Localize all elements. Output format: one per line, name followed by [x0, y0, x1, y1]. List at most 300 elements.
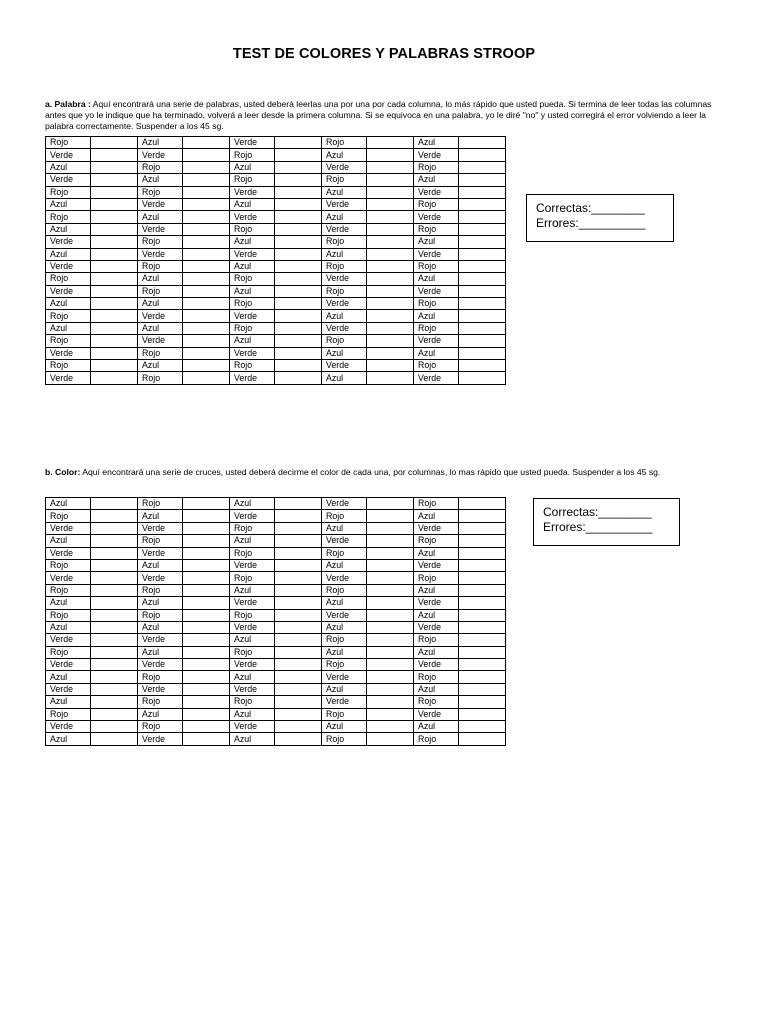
answer-cell[interactable]	[183, 372, 230, 384]
answer-cell[interactable]	[275, 646, 322, 658]
answer-cell[interactable]	[275, 721, 322, 733]
answer-cell[interactable]	[367, 211, 414, 223]
answer-cell[interactable]	[367, 559, 414, 571]
word-cell: Azul	[46, 161, 91, 173]
answer-cell[interactable]	[91, 310, 138, 322]
answer-cell[interactable]	[275, 335, 322, 347]
table-row	[46, 510, 506, 522]
answer-cell[interactable]	[183, 248, 230, 260]
answer-cell[interactable]	[275, 597, 322, 609]
answer-cell[interactable]	[275, 584, 322, 596]
section-a-label: a. Palabra :	[45, 99, 91, 109]
answer-cell[interactable]	[367, 248, 414, 260]
answer-cell[interactable]	[91, 535, 138, 547]
answer-cell[interactable]	[459, 671, 506, 683]
answer-cell[interactable]	[183, 174, 230, 186]
answer-cell[interactable]	[91, 522, 138, 534]
word-cell: Verde	[46, 149, 91, 161]
word-cell: Azul	[414, 174, 459, 186]
answer-cell[interactable]	[275, 522, 322, 534]
answer-cell[interactable]	[183, 360, 230, 372]
word-cell: Azul	[230, 236, 275, 248]
answer-cell[interactable]	[275, 572, 322, 584]
answer-cell[interactable]	[275, 137, 322, 149]
table-row	[46, 161, 506, 173]
answer-cell[interactable]	[183, 322, 230, 334]
answer-cell[interactable]	[275, 659, 322, 671]
word-cell: Verde	[138, 149, 183, 161]
word-cell: Rojo	[322, 708, 367, 720]
answer-cell[interactable]	[275, 223, 322, 235]
answer-cell[interactable]	[275, 547, 322, 559]
word-cell: Azul	[322, 186, 367, 198]
word-cell: Rojo	[230, 547, 275, 559]
answer-cell[interactable]	[275, 372, 322, 384]
answer-cell[interactable]	[91, 696, 138, 708]
word-cell: Rojo	[322, 285, 367, 297]
answer-cell[interactable]	[459, 597, 506, 609]
answer-cell[interactable]	[91, 559, 138, 571]
answer-cell[interactable]	[275, 609, 322, 621]
word-cell: Verde	[414, 597, 459, 609]
word-cell: Rojo	[230, 174, 275, 186]
answer-cell[interactable]	[459, 372, 506, 384]
answer-cell[interactable]	[275, 310, 322, 322]
answer-cell[interactable]	[367, 260, 414, 272]
answer-cell[interactable]	[367, 322, 414, 334]
word-cell: Azul	[230, 285, 275, 297]
answer-cell[interactable]	[459, 683, 506, 695]
answer-cell[interactable]	[275, 260, 322, 272]
answer-cell[interactable]	[275, 347, 322, 359]
word-cell: Rojo	[138, 609, 183, 621]
answer-cell[interactable]	[91, 621, 138, 633]
word-cell: Azul	[414, 646, 459, 658]
answer-cell[interactable]	[183, 310, 230, 322]
answer-cell[interactable]	[91, 498, 138, 510]
word-table	[45, 136, 506, 385]
answer-cell[interactable]	[183, 597, 230, 609]
answer-cell[interactable]	[183, 273, 230, 285]
answer-cell[interactable]	[367, 285, 414, 297]
answer-cell[interactable]	[367, 273, 414, 285]
table-row	[46, 223, 506, 235]
answer-cell[interactable]	[183, 186, 230, 198]
answer-cell[interactable]	[91, 285, 138, 297]
answer-cell[interactable]	[459, 547, 506, 559]
answer-cell[interactable]	[91, 211, 138, 223]
word-cell: Azul	[322, 372, 367, 384]
answer-cell[interactable]	[275, 298, 322, 310]
answer-cell[interactable]	[367, 683, 414, 695]
answer-cell[interactable]	[183, 708, 230, 720]
answer-cell[interactable]	[275, 671, 322, 683]
answer-cell[interactable]	[459, 646, 506, 658]
word-cell: Azul	[138, 597, 183, 609]
answer-cell[interactable]	[91, 186, 138, 198]
word-cell: Azul	[322, 347, 367, 359]
answer-cell[interactable]	[275, 683, 322, 695]
answer-cell[interactable]	[459, 236, 506, 248]
word-cell: Rojo	[414, 260, 459, 272]
answer-cell[interactable]	[183, 223, 230, 235]
word-cell: Rojo	[46, 211, 91, 223]
answer-cell[interactable]	[459, 335, 506, 347]
answer-cell[interactable]	[459, 609, 506, 621]
answer-cell[interactable]	[367, 510, 414, 522]
answer-cell[interactable]	[275, 621, 322, 633]
answer-cell[interactable]	[367, 547, 414, 559]
answer-cell[interactable]	[183, 683, 230, 695]
answer-cell[interactable]	[91, 260, 138, 272]
word-cell: Azul	[230, 733, 275, 745]
answer-cell[interactable]	[275, 198, 322, 210]
word-cell: Rojo	[46, 137, 91, 149]
answer-cell[interactable]	[367, 149, 414, 161]
word-cell: Verde	[414, 285, 459, 297]
answer-cell[interactable]	[459, 721, 506, 733]
word-cell: Azul	[322, 559, 367, 571]
answer-cell[interactable]	[367, 174, 414, 186]
correct-count-field[interactable]: Correctas:________	[543, 505, 652, 519]
word-cell: Azul	[138, 621, 183, 633]
answer-cell[interactable]	[275, 708, 322, 720]
answer-cell[interactable]	[275, 510, 322, 522]
answer-cell[interactable]	[367, 298, 414, 310]
word-cell: Rojo	[138, 372, 183, 384]
answer-cell[interactable]	[275, 559, 322, 571]
table-row	[46, 347, 506, 359]
word-cell: Verde	[46, 572, 91, 584]
answer-cell[interactable]	[367, 347, 414, 359]
answer-cell[interactable]	[367, 498, 414, 510]
answer-cell[interactable]	[367, 609, 414, 621]
word-cell: Verde	[46, 174, 91, 186]
answer-cell[interactable]	[91, 372, 138, 384]
answer-cell[interactable]	[367, 634, 414, 646]
word-cell: Verde	[46, 522, 91, 534]
answer-cell[interactable]	[183, 721, 230, 733]
correct-count-field[interactable]: Correctas:________	[536, 201, 645, 215]
answer-cell[interactable]	[91, 547, 138, 559]
answer-cell[interactable]	[91, 298, 138, 310]
answer-cell[interactable]	[91, 634, 138, 646]
answer-cell[interactable]	[275, 174, 322, 186]
answer-cell[interactable]	[183, 522, 230, 534]
word-cell: Azul	[230, 708, 275, 720]
answer-cell[interactable]	[367, 659, 414, 671]
word-cell: Verde	[414, 522, 459, 534]
section-a-text: Aquí encontrará una serie de palabras, usted deberá leerlas una por una por cada columna, lo más rápido que usted pueda. Si termina de leer todas las columnas antes que yo le indique que ha terminado, volverá a leer desde la primera columna. Si se equivoca en una palabra, yo le diré "no" y usted corregirá el error volviendo a leer la palabra correctamente. Suspender a los 45 sg.	[45, 99, 712, 131]
answer-cell[interactable]	[91, 572, 138, 584]
answer-cell[interactable]	[183, 335, 230, 347]
answer-cell[interactable]	[91, 335, 138, 347]
word-cell: Rojo	[46, 609, 91, 621]
answer-cell[interactable]	[367, 646, 414, 658]
answer-cell[interactable]	[91, 683, 138, 695]
answer-cell[interactable]	[183, 211, 230, 223]
word-cell: Verde	[230, 721, 275, 733]
answer-cell[interactable]	[275, 696, 322, 708]
answer-cell[interactable]	[91, 248, 138, 260]
word-cell: Azul	[322, 522, 367, 534]
answer-cell[interactable]	[275, 273, 322, 285]
answer-cell[interactable]	[459, 584, 506, 596]
word-cell: Rojo	[414, 360, 459, 372]
word-cell: Azul	[46, 498, 91, 510]
word-cell: Rojo	[414, 223, 459, 235]
word-cell: Azul	[46, 733, 91, 745]
answer-cell[interactable]	[459, 733, 506, 745]
table-row	[46, 298, 506, 310]
answer-cell[interactable]	[183, 559, 230, 571]
answer-cell[interactable]	[459, 149, 506, 161]
answer-cell[interactable]	[183, 198, 230, 210]
answer-cell[interactable]	[91, 149, 138, 161]
answer-cell[interactable]	[183, 547, 230, 559]
answer-cell[interactable]	[459, 498, 506, 510]
answer-cell[interactable]	[183, 498, 230, 510]
answer-cell[interactable]	[183, 646, 230, 658]
answer-cell[interactable]	[183, 137, 230, 149]
word-cell: Azul	[414, 584, 459, 596]
answer-cell[interactable]	[459, 211, 506, 223]
answer-cell[interactable]	[91, 198, 138, 210]
word-cell: Azul	[414, 310, 459, 322]
answer-cell[interactable]	[459, 223, 506, 235]
table-row	[46, 137, 506, 149]
answer-cell[interactable]	[183, 535, 230, 547]
answer-cell[interactable]	[91, 137, 138, 149]
word-cell: Azul	[230, 260, 275, 272]
table-row	[46, 671, 506, 683]
answer-cell[interactable]	[367, 708, 414, 720]
answer-cell[interactable]	[459, 708, 506, 720]
word-cell: Azul	[414, 683, 459, 695]
answer-cell[interactable]	[367, 522, 414, 534]
answer-cell[interactable]	[91, 584, 138, 596]
answer-cell[interactable]	[367, 310, 414, 322]
table-row	[46, 683, 506, 695]
answer-cell[interactable]	[183, 634, 230, 646]
word-cell: Azul	[138, 708, 183, 720]
answer-cell[interactable]	[459, 298, 506, 310]
table-row	[46, 535, 506, 547]
answer-cell[interactable]	[459, 322, 506, 334]
answer-cell[interactable]	[459, 510, 506, 522]
answer-cell[interactable]	[367, 572, 414, 584]
answer-cell[interactable]	[275, 360, 322, 372]
word-cell: Verde	[46, 347, 91, 359]
answer-cell[interactable]	[459, 186, 506, 198]
answer-cell[interactable]	[275, 498, 322, 510]
answer-cell[interactable]	[275, 285, 322, 297]
word-cell: Verde	[414, 559, 459, 571]
word-cell: Rojo	[138, 671, 183, 683]
answer-cell[interactable]	[183, 584, 230, 596]
answer-cell[interactable]	[183, 621, 230, 633]
answer-cell[interactable]	[459, 535, 506, 547]
table-row	[46, 273, 506, 285]
answer-cell[interactable]	[275, 733, 322, 745]
answer-cell[interactable]	[459, 310, 506, 322]
answer-cell[interactable]	[367, 360, 414, 372]
answer-cell[interactable]	[459, 696, 506, 708]
word-cell: Azul	[230, 198, 275, 210]
answer-cell[interactable]	[459, 621, 506, 633]
answer-cell[interactable]	[183, 347, 230, 359]
answer-cell[interactable]	[459, 360, 506, 372]
table-row	[46, 310, 506, 322]
answer-cell[interactable]	[459, 198, 506, 210]
table-row	[46, 597, 506, 609]
answer-cell[interactable]	[367, 372, 414, 384]
answer-cell[interactable]	[367, 696, 414, 708]
answer-cell[interactable]	[91, 347, 138, 359]
word-cell: Verde	[322, 535, 367, 547]
word-cell: Verde	[322, 696, 367, 708]
word-cell: Verde	[322, 498, 367, 510]
answer-cell[interactable]	[367, 621, 414, 633]
word-cell: Verde	[414, 621, 459, 633]
word-cell: Rojo	[230, 609, 275, 621]
answer-cell[interactable]	[459, 285, 506, 297]
answer-cell[interactable]	[183, 161, 230, 173]
answer-cell[interactable]	[183, 572, 230, 584]
word-cell: Verde	[230, 347, 275, 359]
word-cell: Verde	[230, 621, 275, 633]
word-cell: Verde	[414, 335, 459, 347]
word-cell: Verde	[322, 360, 367, 372]
answer-cell[interactable]	[91, 223, 138, 235]
answer-cell[interactable]	[367, 161, 414, 173]
answer-cell[interactable]	[367, 733, 414, 745]
answer-cell[interactable]	[91, 597, 138, 609]
answer-cell[interactable]	[459, 659, 506, 671]
answer-cell[interactable]	[275, 211, 322, 223]
table-row	[46, 609, 506, 621]
table-row	[46, 211, 506, 223]
answer-cell[interactable]	[91, 609, 138, 621]
answer-cell[interactable]	[91, 659, 138, 671]
answer-cell[interactable]	[91, 510, 138, 522]
answer-cell[interactable]	[367, 671, 414, 683]
word-cell: Azul	[230, 335, 275, 347]
answer-cell[interactable]	[91, 708, 138, 720]
answer-cell[interactable]	[367, 198, 414, 210]
word-cell: Rojo	[322, 174, 367, 186]
word-cell: Rojo	[46, 335, 91, 347]
answer-cell[interactable]	[459, 137, 506, 149]
answer-cell[interactable]	[183, 260, 230, 272]
answer-cell[interactable]	[459, 522, 506, 534]
answer-cell[interactable]	[91, 360, 138, 372]
word-cell: Azul	[138, 298, 183, 310]
error-count-field[interactable]: Errores:__________	[543, 520, 653, 534]
answer-cell[interactable]	[183, 671, 230, 683]
answer-cell[interactable]	[91, 273, 138, 285]
answer-cell[interactable]	[183, 298, 230, 310]
word-cell: Verde	[230, 186, 275, 198]
answer-cell[interactable]	[183, 696, 230, 708]
word-cell: Azul	[230, 584, 275, 596]
answer-cell[interactable]	[275, 535, 322, 547]
section-a-instructions	[45, 99, 725, 132]
answer-cell[interactable]	[459, 161, 506, 173]
word-cell: Verde	[46, 683, 91, 695]
word-cell: Verde	[230, 248, 275, 260]
answer-cell[interactable]	[275, 161, 322, 173]
answer-cell[interactable]	[459, 559, 506, 571]
answer-cell[interactable]	[183, 285, 230, 297]
word-cell: Verde	[322, 298, 367, 310]
word-cell: Rojo	[322, 659, 367, 671]
answer-cell[interactable]	[183, 149, 230, 161]
answer-cell[interactable]	[367, 584, 414, 596]
word-cell: Verde	[230, 510, 275, 522]
word-cell: Verde	[230, 211, 275, 223]
answer-cell[interactable]	[91, 671, 138, 683]
answer-cell[interactable]	[275, 322, 322, 334]
table-row	[46, 149, 506, 161]
answer-cell[interactable]	[367, 335, 414, 347]
answer-cell[interactable]	[91, 236, 138, 248]
answer-cell[interactable]	[183, 659, 230, 671]
answer-cell[interactable]	[91, 733, 138, 745]
answer-cell[interactable]	[183, 510, 230, 522]
word-cell: Verde	[322, 198, 367, 210]
answer-cell[interactable]	[183, 609, 230, 621]
answer-cell[interactable]	[275, 149, 322, 161]
answer-cell[interactable]	[183, 236, 230, 248]
word-cell: Rojo	[322, 260, 367, 272]
answer-cell[interactable]	[459, 174, 506, 186]
answer-cell[interactable]	[459, 634, 506, 646]
word-cell: Rojo	[230, 360, 275, 372]
answer-cell[interactable]	[275, 236, 322, 248]
answer-cell[interactable]	[367, 186, 414, 198]
word-cell: Verde	[46, 285, 91, 297]
answer-cell[interactable]	[367, 223, 414, 235]
word-cell: Azul	[414, 347, 459, 359]
answer-cell[interactable]	[367, 721, 414, 733]
answer-cell[interactable]	[91, 322, 138, 334]
answer-cell[interactable]	[367, 597, 414, 609]
answer-cell[interactable]	[275, 634, 322, 646]
answer-cell[interactable]	[459, 347, 506, 359]
word-cell: Azul	[230, 634, 275, 646]
answer-cell[interactable]	[459, 572, 506, 584]
error-count-field[interactable]: Errores:__________	[536, 216, 646, 230]
answer-cell[interactable]	[183, 733, 230, 745]
answer-cell[interactable]	[275, 248, 322, 260]
answer-cell[interactable]	[459, 273, 506, 285]
word-cell: Rojo	[138, 498, 183, 510]
answer-cell[interactable]	[459, 260, 506, 272]
word-cell: Azul	[46, 621, 91, 633]
answer-cell[interactable]	[367, 236, 414, 248]
answer-cell[interactable]	[91, 174, 138, 186]
word-cell: Verde	[138, 572, 183, 584]
answer-cell[interactable]	[91, 161, 138, 173]
answer-cell[interactable]	[459, 248, 506, 260]
score-box-a	[526, 194, 674, 242]
answer-cell[interactable]	[367, 137, 414, 149]
answer-cell[interactable]	[367, 535, 414, 547]
answer-cell[interactable]	[275, 186, 322, 198]
answer-cell[interactable]	[91, 721, 138, 733]
answer-cell[interactable]	[91, 646, 138, 658]
